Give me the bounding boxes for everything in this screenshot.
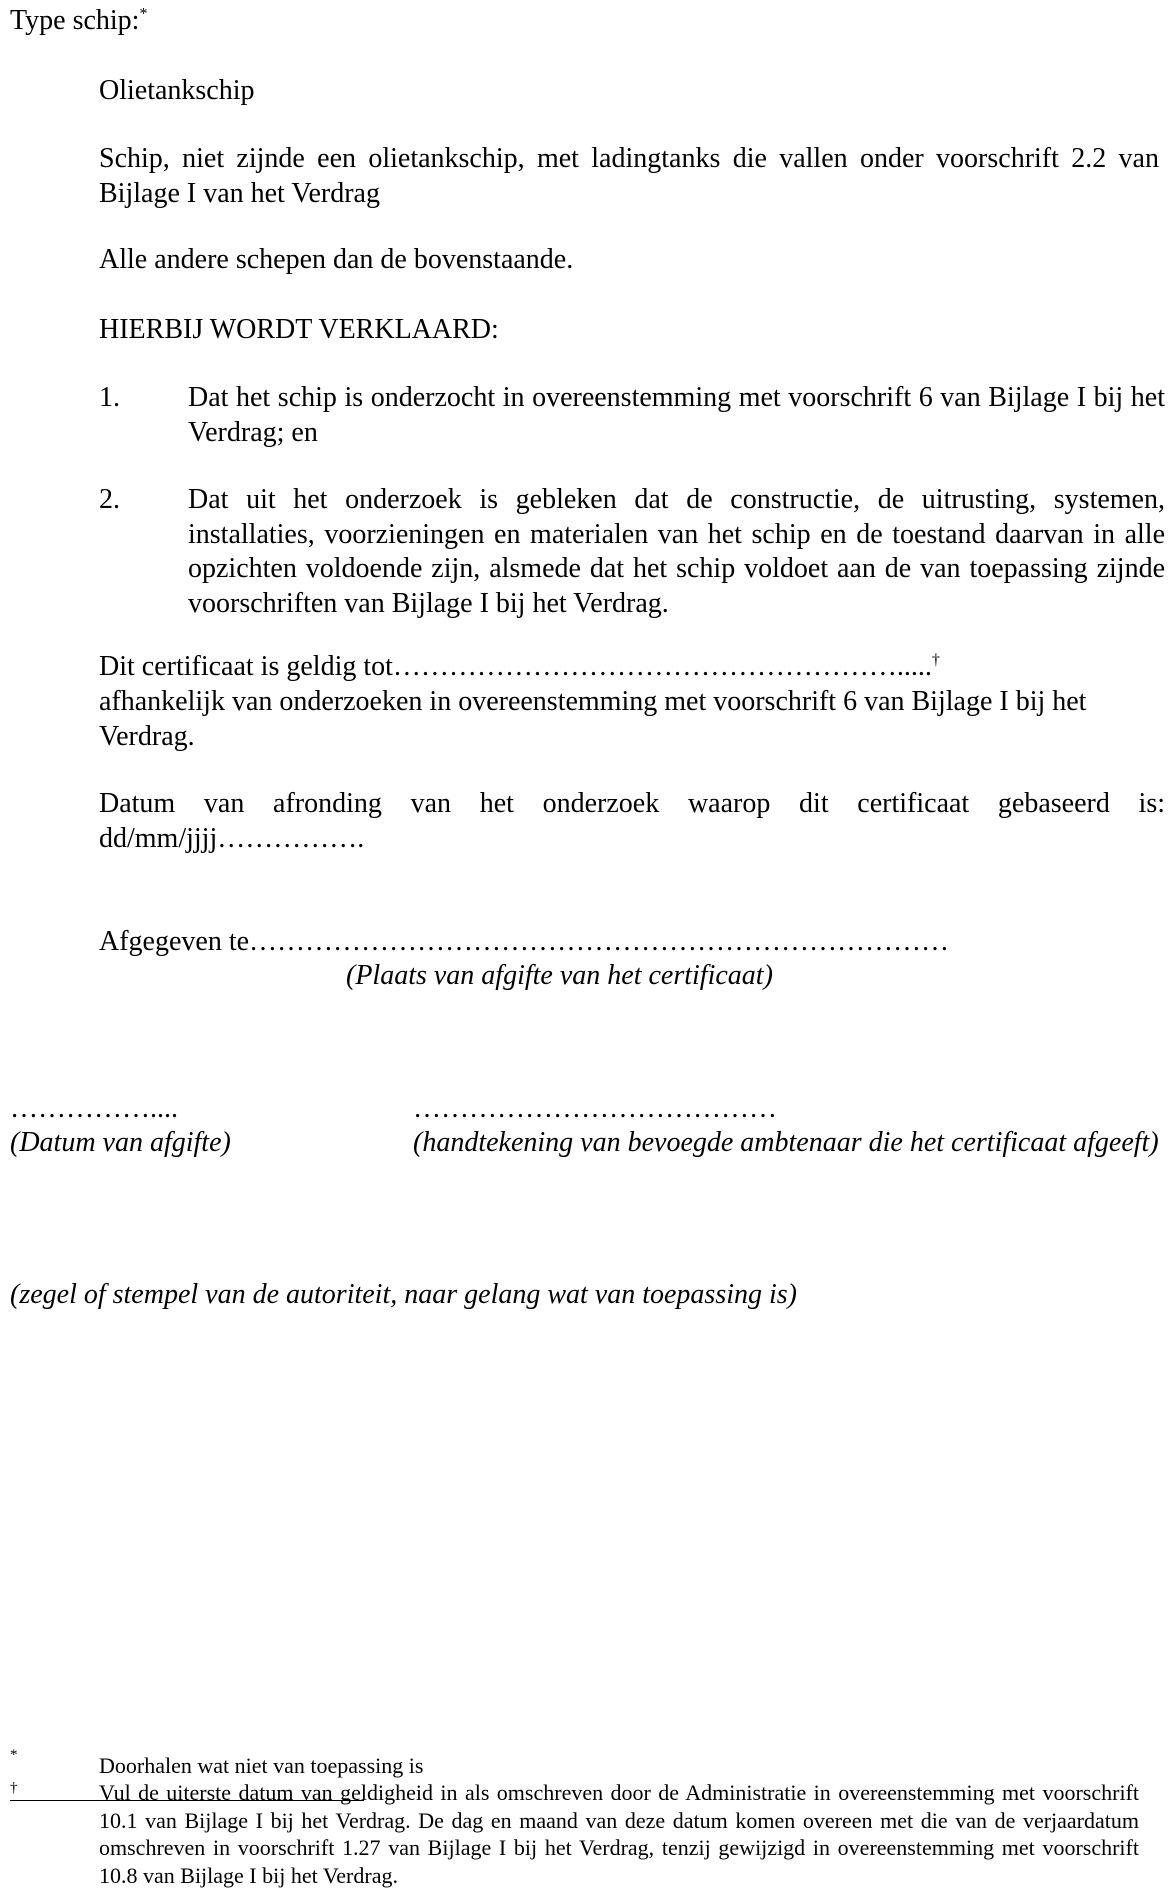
declaration-item-1-number: 1. — [99, 382, 120, 413]
declaration-item-1-text: Dat het schip is onderzocht in overeenstemming met voorschrift 6 van Bijlage I bij het Verdrag; en — [188, 382, 1165, 448]
footnote-2-mark: † — [10, 1780, 18, 1796]
validity-text: Dit certificaat is geldig tot………………………………………………..... — [99, 651, 932, 682]
footnote-mark-asterisk: * — [139, 5, 148, 23]
validity-condition: afhankelijk van onderzoeken in overeenstemming met voorschrift 6 van Bijlage I bij het — [99, 686, 1087, 717]
issue-date-dots: …………….... — [10, 1093, 178, 1124]
signature-caption: (handtekening van bevoegde ambtenaar die het certificaat afgeeft) — [413, 1127, 1159, 1158]
footnote-1-mark: * — [10, 1747, 18, 1763]
type-schip-label — [10, 4, 147, 38]
signature-dots: ………………………………… — [413, 1093, 777, 1124]
completion-text: Datum van afronding van het onderzoek waarop dit certificaat gebaseerd is: — [99, 788, 1165, 819]
footnote-2-text: Vul de uiterste datum van geldigheid in als omschreven door de Administratie in overeenstemming met voorschrift 10.1 van Bijlage I bij het Verdrag. De dag en maand van deze datum komen overeen met die van de verjaardatum omschreven in voorschrift 1.27 van Bijlage I bij het Verdrag, tenzij gewijzigd in overeenstemming met voorschrift 10.8 van Bijlage I bij het Verdrag. — [99, 1780, 1139, 1888]
option-olietankschip: Olietankschip — [99, 75, 255, 106]
option-andere-schepen: Alle andere schepen dan de bovenstaande. — [99, 244, 574, 275]
type-schip-text: Type schip: — [10, 5, 140, 36]
completion-date: dd/mm/jjjj……………. — [99, 823, 365, 854]
footnote-mark-dagger: † — [931, 651, 940, 669]
issued-place-line: Afgegeven te………………………………………………………………… — [99, 926, 950, 957]
option-schip-ladingtanks: Schip, niet zijnde een olietankschip, met ladingtanks die vallen onder voorschrift 2.2 van Bijlage I van het Verdrag — [99, 143, 1159, 209]
validity-line — [99, 650, 940, 684]
declaration-heading: HIERBIJ WORDT VERKLAARD: — [99, 314, 499, 345]
issued-place-caption: (Plaats van afgifte van het certificaat) — [346, 960, 773, 991]
seal-caption: (zegel of stempel van de autoriteit, naar gelang wat van toepassing is) — [10, 1279, 798, 1310]
declaration-item-2-number: 2. — [99, 484, 120, 515]
validity-condition-end: Verdrag. — [99, 721, 195, 752]
footnote-1-text: Doorhalen wat niet van toepassing is — [99, 1753, 424, 1778]
declaration-item-2-text: Dat uit het onderzoek is gebleken dat de constructie, de uitrusting, systemen, installaties, voorzieningen en materialen van het schip en de toestand daarvan in alle opzichten voldoende zijn, alsmede dat het schip voldoet aan de van toepassing zijnde voorschriften van Bijlage I bij het Verdrag. — [188, 484, 1165, 619]
issue-date-caption: (Datum van afgifte) — [10, 1127, 231, 1158]
